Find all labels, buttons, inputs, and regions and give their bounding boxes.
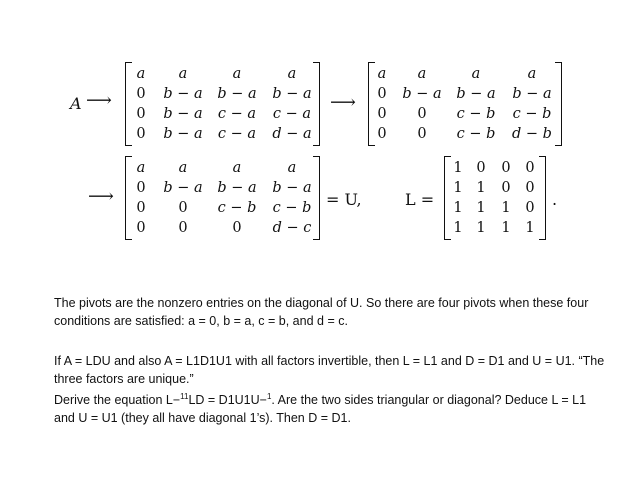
matrix-entry: a [377,66,387,82]
matrix-row [368,64,562,84]
text-line: If A = LDU and also A = L1D1U1 with all factors invertible, then L = L1 and D = D1 and U = U1. “The [54,354,605,368]
matrix-entry: b − a [456,86,496,102]
matrix-entry: 0 [525,180,535,196]
matrix-row [368,124,562,144]
text-line: conditions are satisfied: a = 0, b = a, c = b, and d = c. [54,314,348,328]
matrix-entry: c − b [512,106,552,122]
label-L: L = [405,190,435,209]
matrix-entry: 0 [377,126,387,142]
matrix-row [125,104,320,124]
matrix-row [125,124,320,144]
matrix-entry: b − a [163,86,203,102]
matrix-entry: d − a [272,126,312,142]
matrix-entry: a [287,66,297,82]
matrix-entry: b − a [272,86,312,102]
matrix-entry: 0 [377,86,387,102]
matrix-entry: a [136,66,146,82]
matrix-row [368,84,562,104]
arrow-icon: ⟶ [86,90,112,111]
matrix-row [444,178,546,198]
matrix-entry: 0 [501,180,511,196]
pivots-paragraph [54,294,624,330]
uniqueness-paragraph [54,352,624,427]
matrix-step-2 [368,62,562,146]
matrix-entry: a [527,66,537,82]
matrix-entry: a [471,66,481,82]
matrix-entry: a [136,160,146,176]
matrix-U [125,156,320,240]
matrix-row [368,104,562,124]
matrix-entry: 1 [476,180,486,196]
text-line: three factors are unique.” [54,372,194,386]
label-equals-U: = U, [326,190,362,209]
matrix-entry: a [178,66,188,82]
matrix-row [125,84,320,104]
matrix-entry: 1 [501,220,511,236]
matrix-entry: c − b [217,200,257,216]
matrix-entry: b − a [163,106,203,122]
arrow-icon: ⟶ [330,92,356,113]
matrix-entry: 1 [453,180,463,196]
matrix-entry: 1 [476,220,486,236]
matrix-entry: 0 [136,200,146,216]
matrix-entry: a [287,160,297,176]
matrix-entry: d − b [512,126,552,142]
matrix-entry: 1 [453,220,463,236]
matrix-entry: a [417,66,427,82]
matrix-row [444,158,546,178]
matrix-row [444,218,546,238]
matrix-entry: c − a [272,106,312,122]
matrix-entry: a [232,66,242,82]
matrix-entry: 1 [476,200,486,216]
matrix-entry: 0 [136,86,146,102]
matrix-entry: a [178,160,188,176]
matrix-row [125,158,320,178]
matrix-entry: 0 [232,220,242,236]
matrix-L [444,156,546,240]
matrix-entry: 0 [178,220,188,236]
matrix-entry: b − a [217,86,257,102]
matrix-entry: 0 [136,126,146,142]
matrix-entry: b − a [163,180,203,196]
matrix-entry: 0 [525,160,535,176]
matrix-row [444,198,546,218]
text-line: Derive the equation L−$^{11}$LD = D1U1U−$^1$. Are the two sides triangular or diagonal? Deduce L = L1 [54,392,587,408]
text-line: and U = U1 (they all have diagonal 1’s). Then D = D1. [54,411,351,426]
matrix-entry: 1 [453,160,463,176]
matrix-entry: 0 [178,200,188,216]
matrix-entry: 0 [417,126,427,142]
matrix-entry: c − a [217,106,257,122]
matrix-step-1 [125,62,320,146]
matrix-entry: 1 [525,220,535,236]
arrow-icon: ⟶ [88,186,114,207]
period: . [552,190,558,209]
matrix-entry: 0 [476,160,486,176]
matrix-entry: 0 [417,106,427,122]
matrix-row [125,218,320,238]
matrix-entry: c − b [272,200,312,216]
matrix-entry: d − c [272,220,312,236]
matrix-entry: b − a [272,180,312,196]
matrix-entry: 0 [377,106,387,122]
matrix-entry: 0 [136,220,146,236]
matrix-entry: 0 [136,180,146,196]
matrix-entry: b − a [217,180,257,196]
matrix-entry: b − a [163,126,203,142]
matrix-row [125,64,320,84]
matrix-row [125,198,320,218]
text-line: The pivots are the nonzero entries on the diagonal of U. So there are four pivots when these four [54,296,589,310]
matrix-entry: c − a [217,126,257,142]
matrix-row [125,178,320,198]
matrix-entry: c − b [456,106,496,122]
matrix-entry: 0 [136,106,146,122]
matrix-entry: 1 [501,200,511,216]
matrix-entry: 1 [453,200,463,216]
matrix-entry: c − b [456,126,496,142]
matrix-entry: b − a [512,86,552,102]
matrix-entry: 0 [501,160,511,176]
label-A: A [70,94,82,113]
matrix-entry: a [232,160,242,176]
matrix-entry: b − a [402,86,442,102]
matrix-entry: 0 [525,200,535,216]
